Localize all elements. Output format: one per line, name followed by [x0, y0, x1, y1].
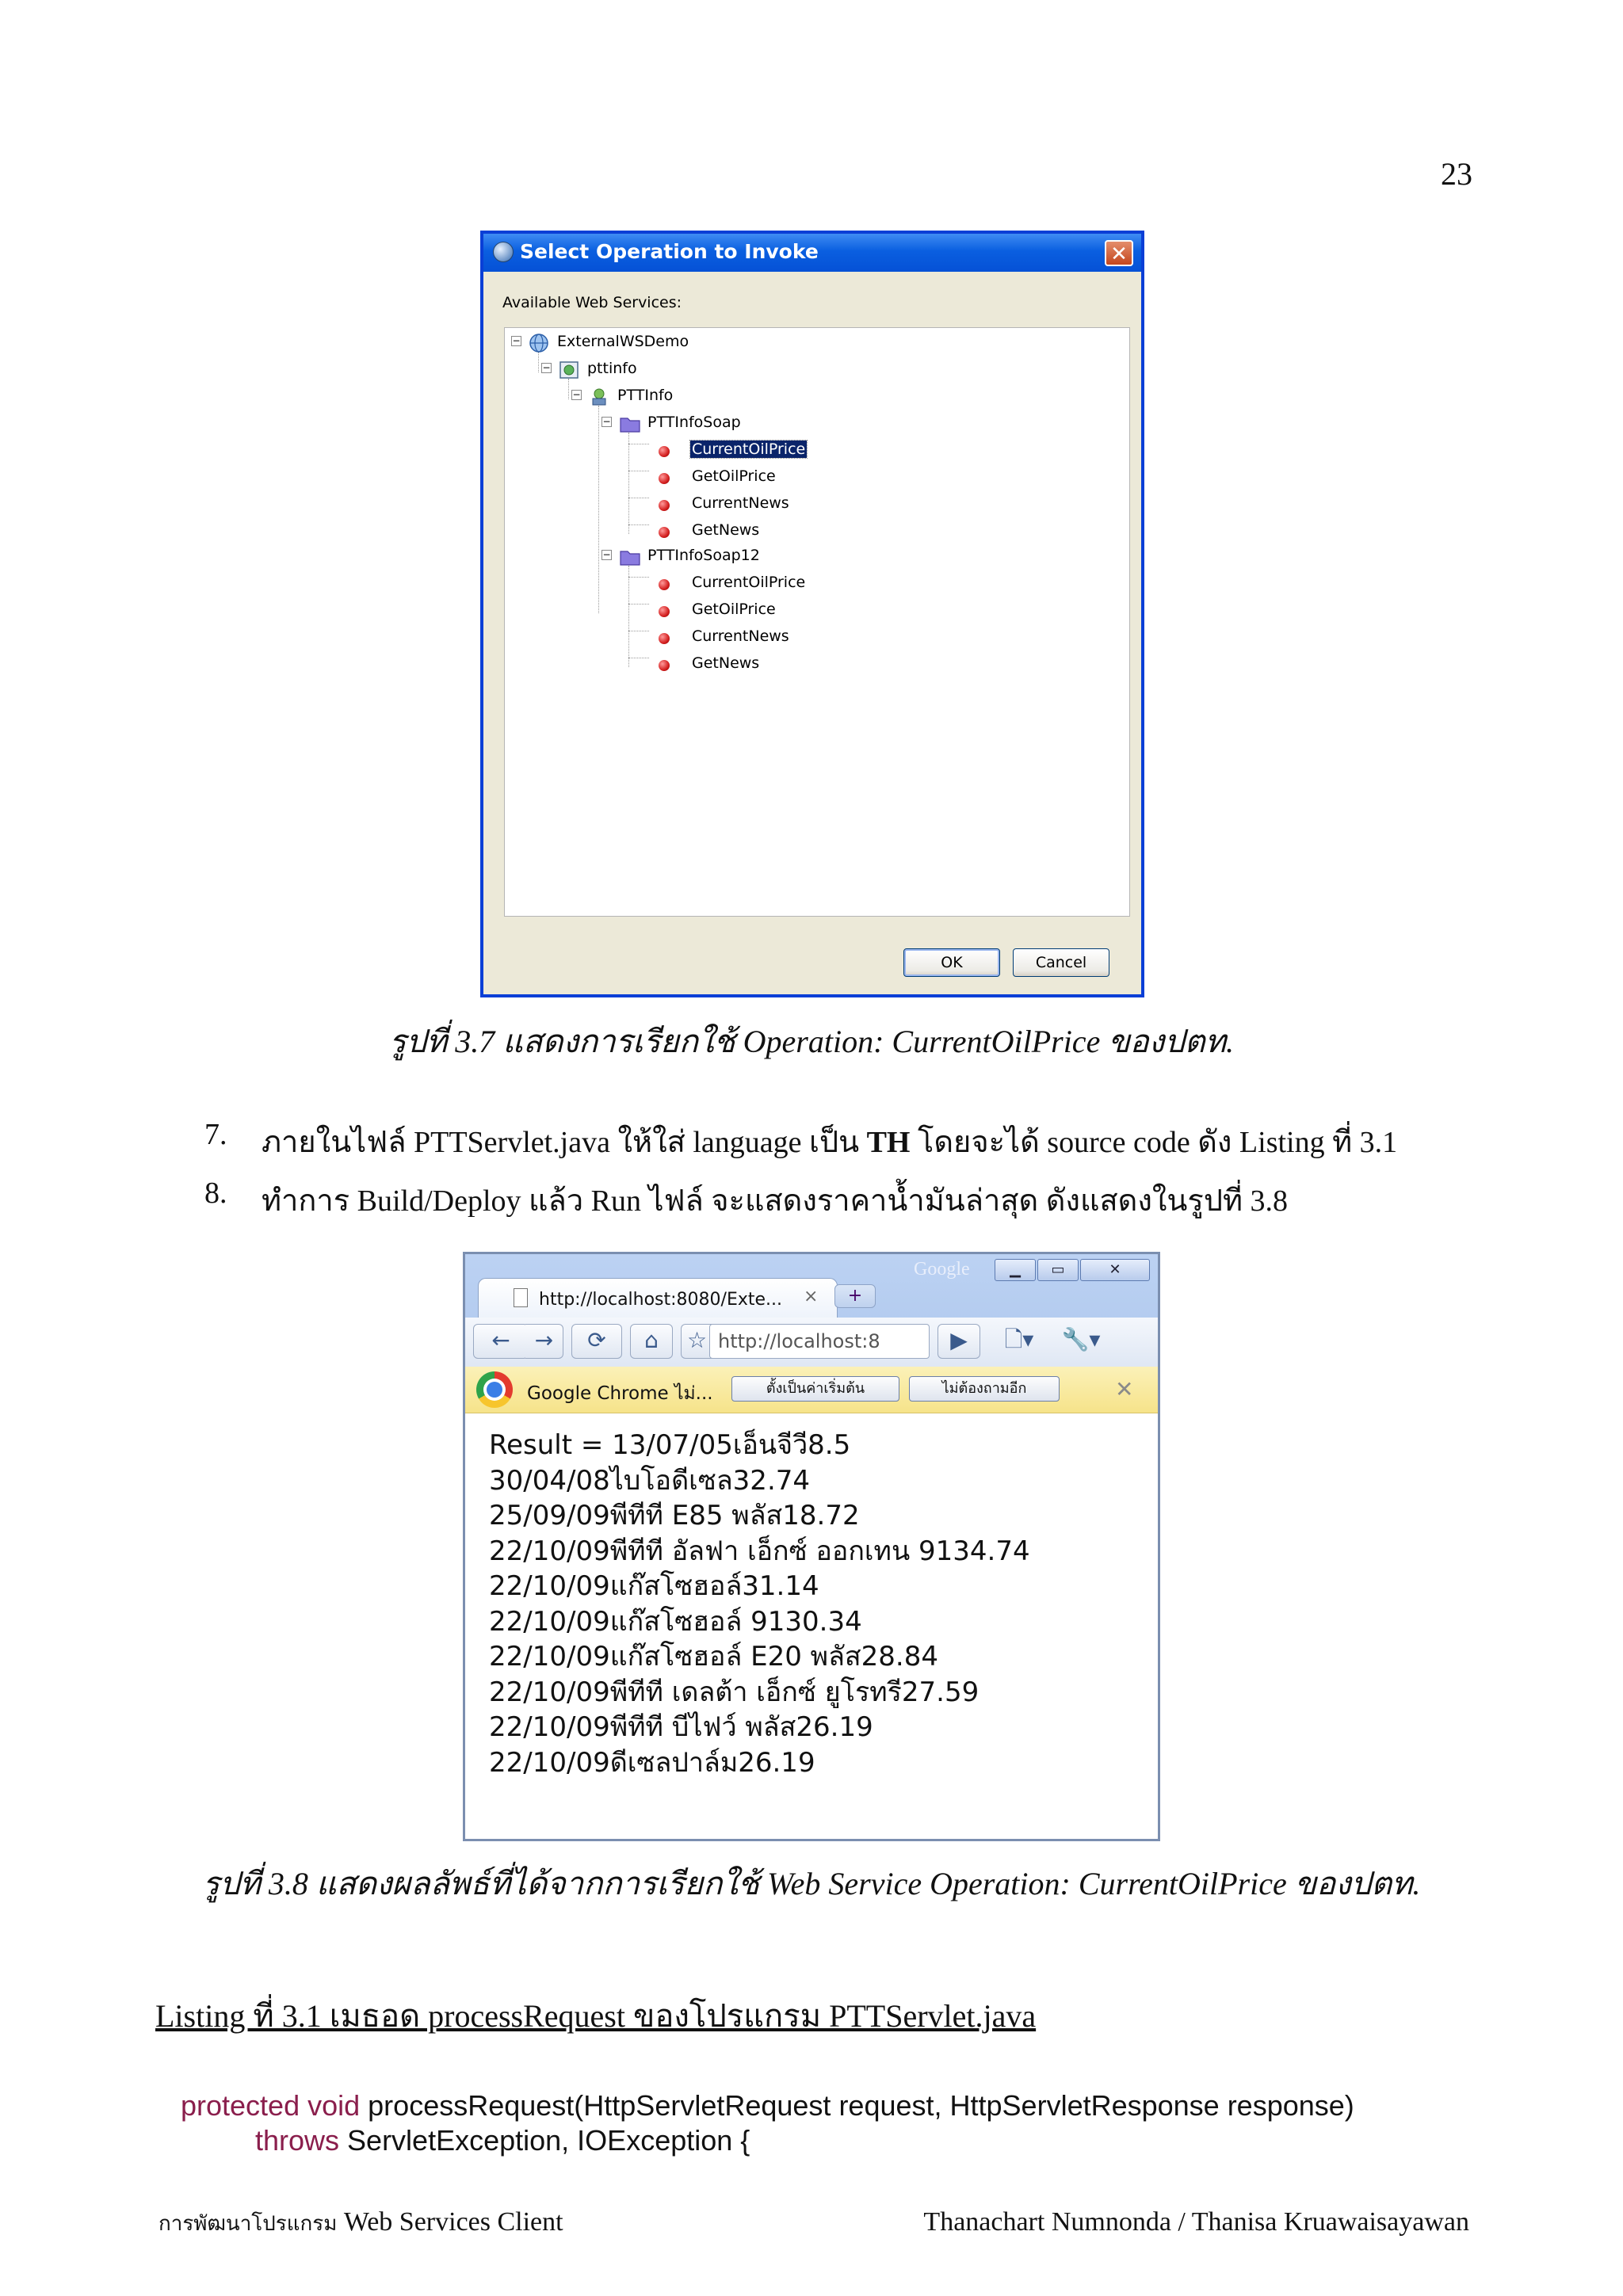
folder-icon [619, 547, 641, 567]
page-content [465, 1413, 1158, 1839]
web-services-tree[interactable] [504, 327, 1130, 917]
reload-icon[interactable]: ⟳ [571, 1324, 622, 1359]
step-text-part: ภายในไฟล์ PTTServlet.java ให้ใส่ language เป็น [262, 1126, 867, 1159]
result-line: 22/10/09แก๊สโซฮอล์ 9130.34 [489, 1605, 862, 1638]
window-close-icon[interactable]: ✕ [1080, 1259, 1150, 1281]
result-line: 25/09/09พีทีที E85 พลัส18.72 [489, 1500, 860, 1531]
code-keyword: protected void [181, 2089, 361, 2122]
go-icon[interactable]: ▶ [938, 1324, 980, 1359]
tree-item-port-soap12[interactable]: PTTInfoSoap12 [647, 547, 760, 564]
result-output [489, 1428, 1030, 1780]
tree-item-root[interactable]: ExternalWSDemo [557, 333, 689, 350]
operation-icon [659, 446, 670, 457]
footer-english: Web Services Client [337, 2207, 563, 2237]
dialog-titlebar [483, 234, 1141, 272]
collapse-toggle[interactable]: − [602, 416, 611, 427]
figure-37-caption: รูปที่ 3.7 แสดงการเรียกใช้ Operation: CurrentOilPrice ของปตท. [389, 1024, 1234, 1059]
operation-icon [659, 606, 670, 617]
code-line [181, 2123, 1354, 2158]
close-icon[interactable]: ✕ [1105, 240, 1133, 266]
browser-frame [465, 1254, 1158, 1413]
default-browser-infobar [465, 1367, 1158, 1413]
tab-close-icon[interactable]: × [804, 1287, 819, 1306]
tab-title: http://localhost:8080/Exte... [539, 1290, 783, 1310]
figure-38-caption: รูปที่ 3.8 แสดงผลลัพธ์ที่ได้จากการเรียกใช้ Web Service Operation: CurrentOilPrice ของปตท. [202, 1866, 1421, 1901]
operation-icon [659, 527, 670, 538]
code-block [181, 2088, 1354, 2158]
wrench-menu-icon[interactable]: 🔧▾ [1061, 1326, 1101, 1352]
google-label: Google [914, 1259, 970, 1280]
ok-button[interactable]: OK [903, 948, 1000, 977]
tree-item-operation[interactable]: GetOilPrice [692, 601, 776, 618]
tree-item-operation-selected[interactable]: CurrentOilPrice [692, 441, 806, 458]
infobar-close-icon[interactable]: ✕ [1115, 1376, 1134, 1402]
tree-item-operation[interactable]: GetNews [692, 654, 760, 672]
folder-icon [619, 414, 641, 434]
tree-item-operation[interactable]: CurrentNews [692, 627, 789, 645]
tree-item-operation[interactable]: GetNews [692, 521, 760, 539]
listing-title: Listing ที่ 3.1 เมธอด processRequest ของโปรแกรม PTTServlet.java [155, 1998, 1037, 2034]
step-number: 8. [204, 1177, 227, 1210]
tree-item-port-soap[interactable]: PTTInfoSoap [647, 414, 741, 431]
result-line: 22/10/09แก๊สโซฮอล์31.14 [489, 1570, 819, 1602]
step-text-bold: TH [866, 1126, 911, 1159]
result-line: Result = 13/07/05เอ็นจีวี8.5 [489, 1429, 851, 1461]
code-text: ServletException, IOException { [339, 2124, 750, 2157]
new-tab-icon[interactable]: + [834, 1284, 876, 1308]
operation-icon [659, 500, 670, 511]
address-bar[interactable]: http://localhost:8 [709, 1324, 930, 1359]
browser-toolbar [465, 1318, 1158, 1367]
page-number: 23 [1441, 156, 1472, 192]
minimize-icon[interactable]: ▁ [995, 1259, 1036, 1281]
result-line: 30/04/08ไบโอดีเซล32.74 [489, 1464, 811, 1497]
maximize-icon[interactable]: ▭ [1037, 1259, 1079, 1281]
tree-item-operation[interactable]: GetOilPrice [692, 467, 776, 485]
forward-icon[interactable]: → [525, 1324, 563, 1359]
tree-item-service[interactable]: pttinfo [587, 360, 637, 377]
chrome-logo-icon [476, 1371, 513, 1408]
result-line: 22/10/09แก๊สโซฮอล์ E20 พลัส28.84 [489, 1641, 938, 1672]
tree-item-port-group[interactable]: PTTInfo [617, 387, 674, 404]
browser-tab[interactable] [478, 1278, 838, 1318]
collapse-toggle[interactable]: − [572, 389, 581, 400]
footer-thai: การพัฒนาโปรแกรม [158, 2212, 338, 2235]
dialog-title: Select Operation to Invoke [520, 240, 819, 263]
result-line: 22/10/09ดีเซลปาล์ม26.19 [489, 1746, 815, 1779]
dialog-app-icon [493, 242, 514, 262]
bookmark-star-icon[interactable]: ☆ [681, 1324, 712, 1359]
available-services-label: Available Web Services: [502, 294, 682, 311]
tree-item-operation[interactable]: CurrentOilPrice [692, 574, 806, 591]
step-text: ทำการ Build/Deploy แล้ว Run ไฟล์ จะแสดงราคาน้ำมันล่าสุด ดังแสดงในรูปที่ 3.8 [262, 1184, 1288, 1218]
page-menu-icon[interactable]: 🗋▾ [1004, 1326, 1034, 1352]
code-text: processRequest(HttpServletRequest request, HttpServletResponse response) [360, 2089, 1354, 2122]
footer-authors: Thanachart Numnonda / Thanisa Kruawaisayawan [923, 2207, 1469, 2237]
infobar-text: Google Chrome ไม่... [527, 1383, 713, 1404]
set-default-button[interactable]: ตั้งเป็นค่าเริ่มต้น [731, 1376, 899, 1402]
footer-left [158, 2207, 563, 2240]
code-keyword: throws [255, 2124, 340, 2157]
globe-icon [529, 333, 549, 353]
code-line [181, 2088, 1354, 2123]
operation-icon [659, 579, 670, 590]
result-line: 22/10/09พีทีที อัลฟา เอ็กซ์ ออกเทน 9134.74 [489, 1535, 1030, 1567]
collapse-toggle[interactable]: − [512, 335, 521, 346]
browser-window [463, 1252, 1160, 1841]
operation-icon [659, 633, 670, 644]
page-icon [514, 1288, 528, 1307]
collapse-toggle[interactable]: − [542, 362, 551, 373]
operation-icon [659, 660, 670, 671]
service-icon [559, 360, 579, 380]
port-icon [589, 387, 609, 407]
step-text [262, 1117, 1397, 1165]
step-number: 7. [204, 1118, 227, 1151]
cancel-button[interactable]: Cancel [1013, 948, 1109, 977]
step-text-part: โดยจะได้ source code ดัง Listing ที่ 3.1 [910, 1126, 1398, 1159]
select-operation-dialog [480, 231, 1144, 997]
tree-item-operation[interactable]: CurrentNews [692, 494, 789, 512]
collapse-toggle[interactable]: − [602, 549, 611, 560]
operation-icon [659, 473, 670, 484]
result-line: 22/10/09พีทีที เดลต้า เอ็กซ์ ยูโรทรี27.59 [489, 1676, 980, 1708]
back-icon[interactable]: ← [473, 1324, 529, 1359]
result-line: 22/10/09พีทีที บีไฟว์ พลัส26.19 [489, 1711, 873, 1743]
dont-ask-button[interactable]: ไม่ต้องถามอีก [909, 1376, 1060, 1402]
home-icon[interactable]: ⌂ [630, 1324, 673, 1359]
